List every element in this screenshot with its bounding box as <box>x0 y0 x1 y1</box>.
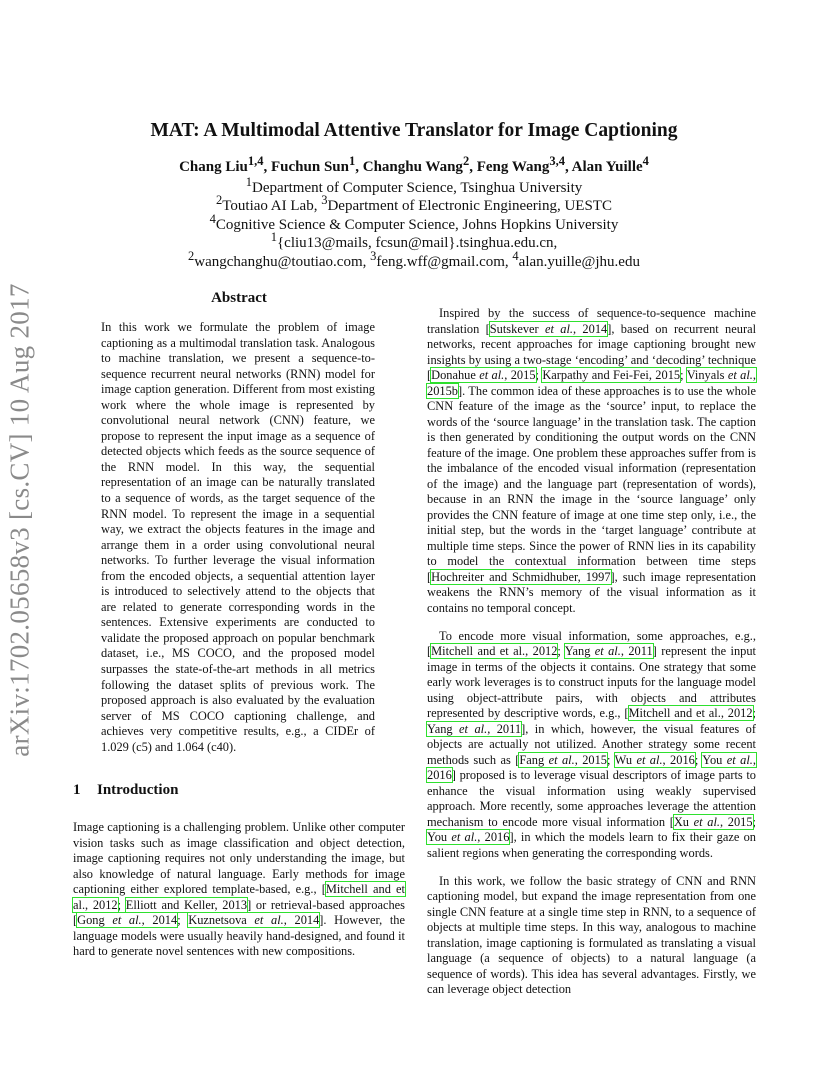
citation-link[interactable]: Hochreiter and Schmidhuber, 1997 <box>431 569 611 584</box>
email-text[interactable]: wangchanghu@toutiao.com, <box>194 254 371 270</box>
citation-link[interactable]: Mitchell and et al., 2012 <box>73 882 406 912</box>
affil-sup: 3 <box>321 193 328 207</box>
citation-link[interactable]: Vinyals et al., 2015b <box>427 368 757 398</box>
author-name: Chang Liu <box>179 159 248 175</box>
citation-link[interactable]: Yang et al., 2011 <box>564 644 653 659</box>
email-text[interactable]: alan.yuille@jhu.edu <box>518 254 640 270</box>
author-sup: 2 <box>462 154 470 168</box>
body-paragraph: To encode more visual information, some approaches, e.g., [Mitchell and et al., 2012; Yang et al., 2011] represent the input image in terms of the objects it contains. One strategy that some early work leverages is to construct inputs for the language model using object-attribute pairs, with objects and attributes represented by descriptive words, e.g., [Mitchell and et al., 2012; Yang et al., 2011], in which, however, the visual features of objects are actually not utilized. Another strategy some recent methods such as [Fang et al., 2015; Wu et al., 2016; You et al., 2016] proposed is to leverage visual descriptors of image parts to enhance the visual information using weakly supervised approach. More recently, some approaches leverage the attention mechanism to encode more visual information [Xu et al., 2015; You et al., 2016], in which the models learn to fix their gaze on salient regions when generating the corresponding words. <box>427 628 756 860</box>
citation-link[interactable]: Donahue et al., 2015 <box>431 368 536 383</box>
citation-link[interactable]: Kuznetsova et al., 2014 <box>188 913 320 928</box>
section-title: Introduction <box>97 782 179 798</box>
author-name: Feng Wang <box>476 159 550 175</box>
affil-text: Cognitive Science & Computer Science, Johns Hopkins University <box>215 217 619 233</box>
affil-sup: 4 <box>512 249 519 263</box>
affiliation-line <box>0 249 828 271</box>
affil-sup: 4 <box>209 212 216 226</box>
author-sup: 1,4 <box>247 154 264 168</box>
citation-link[interactable]: You et al., 2016 <box>427 830 510 845</box>
author-name: Fuchun Sun <box>271 159 349 175</box>
body-paragraph: Inspired by the success of sequence-to-sequence machine translation [Sutskever et al., 2014], based on recurrent neural networks, recent approaches for image captioning brought new insights by using a two-stage ‘encoding’ and ‘decoding’ technique [Donahue et al., 2015; Karpathy and Fei-Fei, 2015; Vinyals et al., 2015b]. The common idea of these approaches is to use the whole CNN feature of the image as the ‘source’ input, to replace the words of the ‘source language’ in the translation task. The caption is then generated by conditioning the output words on the CNN feature of the image. One problem these approaches suffer from is the imbalance of the encoded visual information (representation of the image) and the language part (representation of words), because in an RNN the image in the ‘source language’ only provides the CNN feature of image at one time step only, i.e., the initial step, but the words in the ‘target language’ contribute at multiple time steps. Since the power of RNN lies in its capability to model the contextual information between time steps [Hochreiter and Schmidhuber, 1997], such image representation weakens the RNN’s memory of the visual information as it contains no temporal concept. <box>427 306 757 615</box>
email-text[interactable]: feng.wff@gmail.com, <box>376 254 513 270</box>
citation-link[interactable]: Sutskever et al., 2014 <box>489 321 608 336</box>
abstract-paragraph: In this work we formulate the problem of image captioning as a multimodal translation task. Analogous to machine translation, we present a sequence-to-sequence recurrent neural networks (RNN) model for image caption generation. Different from most existing work where the whole image is represented by convolutional neural network (CNN) feature, we propose to represent the input image as a sequence of detected objects which feeds as the source sequence of the RNN model. In this way, the sequential representation of an image can be naturally translated to a sequence of words, as the target sequence of the RNN model. To represent the image in a sequential way, we extract the objects features in the image and arrange them in a order using convolutional neural networks. To further leverage the visual information from the encoded objects, a sequential attention layer is introduced to selectively attend to the objects that are related to generate corresponding words in the sentences. Extensive experiments are conducted to validate the proposed approach on popular benchmark dataset, i.e., MS COCO, and the proposed model surpasses the state-of-the-art methods in all metrics following the dataset splits of previous work. The proposed approach is also evaluated by the evaluation server of MS COCO captioning challenge, and achieves very competitive results, e.g., a CIDEr of 1.029 (c5) and 1.064 (c40). <box>101 320 375 754</box>
citation-link[interactable]: Gong et al., 2014 <box>77 913 178 928</box>
intro-body <box>73 808 405 972</box>
body-paragraph: In this work, we follow the basic strategy of CNN and RNN captioning model, but expand the image representation from one single CNN feature at a single time step in RNN, to a sequence of objects at multiple time steps. In this way, analogous to machine translation, image captioning is formulated as translating a visual language (a sequence of objects) to a natural language (a sequence of words). This idea has several advantages. Firstly, we can leverage object detection <box>427 873 756 997</box>
affil-sup: 1 <box>245 175 252 189</box>
citation-link[interactable]: Yang et al., 2011 <box>427 721 522 736</box>
arxiv-identifier: arXiv:1702.05658v3 [cs.CV] 10 Aug 2017 <box>4 283 35 757</box>
citation-link[interactable]: Wu et al., 2016 <box>614 752 695 767</box>
affil-text: Toutiao AI Lab, <box>222 198 322 214</box>
abstract-heading: Abstract <box>211 290 267 306</box>
citation-link[interactable]: Mitchell and et al., 2012 <box>628 706 753 721</box>
citation-link[interactable]: You et al., 2016 <box>427 752 756 783</box>
affil-sup: 2 <box>216 193 223 207</box>
citation-link[interactable]: Karpathy and Fei-Fei, 2015 <box>542 368 681 383</box>
author-sup: 3,4 <box>549 154 565 168</box>
affil-sup: 1 <box>270 230 277 244</box>
author-sup: 4 <box>642 154 649 168</box>
affil-text: Department of Electronic Engineering, UESTC <box>327 198 612 214</box>
right-column-body <box>427 294 756 1004</box>
section-heading <box>73 782 178 799</box>
citation-link[interactable]: Mitchell and et al., 2012 <box>431 644 558 659</box>
author-name: Alan Yuille <box>571 159 643 175</box>
affil-sup: 2 <box>188 249 195 263</box>
abstract-body <box>101 320 375 755</box>
author-name: Changhu Wang <box>362 159 463 175</box>
citation-link[interactable]: Fang et al., 2015 <box>519 752 607 767</box>
citation-link[interactable]: Elliott and Keller, 2013 <box>125 897 248 912</box>
affil-sup: 3 <box>370 249 377 263</box>
intro-paragraph: Image captioning is a challenging problem. Unlike other computer vision tasks such as image classification and object detection, image captioning requires not only understanding the image, but also knowledge of natural language. Early methods for image captioning either explored template-based, e.g., [Mitchell and et al., 2012; Elliott and Keller, 2013] or retrieval-based approaches [Gong et al., 2014; Kuznetsova et al., 2014]. However, the language models were usually heavily hand-designed, and found it hard to generate novel sentences with new compositions. <box>73 820 406 959</box>
paper-title: MAT: A Multimodal Attentive Translator for Image Captioning <box>150 120 678 141</box>
citation-link[interactable]: Xu et al., 2015 <box>673 814 753 829</box>
author-list: Chang Liu$^{1,4}$, Fuchun Sun$^1$, Changhu Wang$^2$, Feng Wang$^{3,4}$, Alan Yuille$^4$ <box>179 154 649 175</box>
author-sup: 1 <box>348 154 356 168</box>
affil-text: Department of Computer Science, Tsinghua University <box>251 180 583 196</box>
section-number: 1 <box>73 782 81 798</box>
email-text[interactable]: {cliu13@mails, fcsun@mail}.tsinghua.edu.cn, <box>276 235 558 251</box>
